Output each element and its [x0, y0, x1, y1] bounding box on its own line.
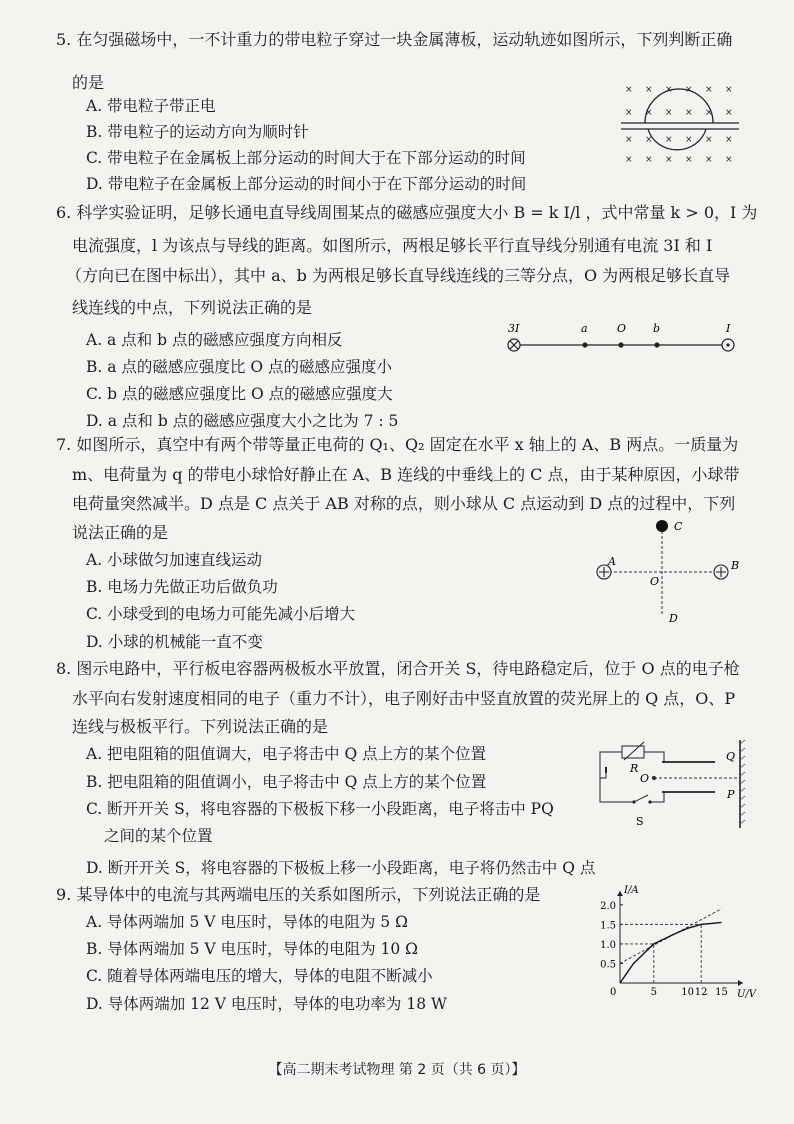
x-tick-label: 5: [650, 987, 658, 998]
point-q-label: Q: [726, 750, 736, 763]
point-c-label: C: [674, 520, 683, 533]
svg-text:×: ×: [625, 155, 633, 165]
q8-stem-line3: 连线与极板平行。下列说法正确的是: [72, 717, 329, 736]
svg-text:×: ×: [645, 155, 653, 165]
q8-option-b: B. 把电阻箱的阻值调小，电子将击中 Q 点上方的某个位置: [86, 773, 487, 791]
svg-text:×: ×: [665, 85, 673, 95]
y-tick-label: 1.5: [600, 920, 616, 932]
svg-text:×: ×: [705, 135, 713, 145]
svg-text:×: ×: [625, 108, 633, 118]
q6-option-d: D. a 点和 b 点的磁感应强度大小之比为 7 : 5: [86, 412, 399, 430]
svg-text:×: ×: [725, 155, 733, 165]
q9-stem-line1: 9. 某导体中的电流与其两端电压的关系如图所示，下列说法正确的是: [56, 885, 541, 904]
svg-text:×: ×: [625, 85, 633, 95]
q6-stem-line1: 6. 科学实验证明，足够长通电直导线周围某点的磁感应强度大小 B = k I/l ，式中常量 k > 0，I 为: [56, 203, 758, 222]
point-d-label: D: [669, 612, 678, 625]
svg-text:×: ×: [685, 108, 693, 118]
q7-option-c: C. 小球受到的电场力可能先减小后增大: [86, 605, 356, 623]
svg-text:×: ×: [645, 85, 653, 95]
q6-stem-line2: 电流强度，l 为该点与导线的距离。如图所示，两根足够长平行直导线分别通有电流 3I 和 I: [72, 236, 713, 255]
point-o-marker: [618, 342, 623, 347]
switch-blade: [634, 795, 648, 802]
svg-text:×: ×: [685, 135, 693, 145]
q5-option-b: B. 带电粒子的运动方向为顺时针: [86, 123, 309, 141]
q8-option-c-continued: 之间的某个位置: [104, 827, 213, 845]
svg-text:×: ×: [705, 108, 713, 118]
svg-text:×: ×: [665, 135, 673, 145]
q7-charge-figure: [590, 512, 750, 627]
right-wire-label: I: [726, 322, 731, 335]
q6-option-a: A. a 点和 b 点的磁感应强度方向相反: [86, 331, 343, 349]
point-o-label: O: [640, 772, 650, 785]
q5-stem-line1: 5. 在匀强磁场中，一不计重力的带电粒子穿过一块金属薄板，运动轨迹如图所示，下列判断正确: [56, 30, 733, 49]
q5-option-a: A. 带电粒子带正电: [86, 97, 216, 115]
iv-curve: [620, 922, 722, 983]
y-tick-label: 1.0: [600, 939, 616, 951]
point-a-label: a: [581, 322, 588, 335]
resistor-label: R: [630, 762, 639, 775]
svg-text:×: ×: [665, 155, 673, 165]
q6-option-c: C. b 点的磁感应强度比 O 点的磁感应强度大: [86, 385, 393, 403]
q5-option-d: D. 带电粒子在金属板上部分运动的时间小于在下部分运动的时间: [86, 175, 527, 193]
q5-option-c: C. 带电粒子在金属板上部分运动的时间大于在下部分运动的时间: [86, 149, 526, 167]
q8-option-c: C. 断开开关 S，将电容器的下极板下移一小段距离，电子将击中 PQ: [86, 800, 554, 818]
svg-text:×: ×: [725, 85, 733, 95]
q9-option-a: A. 导体两端加 5 V 电压时，导体的电阻为 5 Ω: [86, 913, 408, 931]
y-tick-label: 0.5: [600, 959, 616, 971]
y-axis-label: I/A: [624, 885, 639, 896]
point-o-label: O: [650, 575, 660, 588]
svg-text:×: ×: [705, 155, 713, 165]
q7-stem-line1: 7. 如图所示，真空中有两个带等量正电荷的 Q₁、Q₂ 固定在水平 x 轴上的 A、B 两点。一质量为: [56, 435, 739, 454]
x-axis-label: U/V: [737, 989, 757, 1000]
dot-icon: [726, 343, 729, 346]
q9-option-b: B. 导体两端加 5 V 电压时，导体的电阻为 10 Ω: [86, 940, 419, 958]
q9-iv-chart: [588, 885, 757, 1000]
x-tick-label: 12: [694, 987, 708, 998]
svg-text:×: ×: [645, 135, 653, 145]
svg-text:×: ×: [725, 135, 733, 145]
svg-text:×: ×: [665, 108, 673, 118]
x-tick-label: 15: [715, 987, 728, 998]
x-tick-label: 10: [681, 987, 695, 998]
left-wire-label: 3I: [508, 322, 520, 335]
point-b-label: B: [731, 559, 740, 572]
page-footer: 【高二期末考试物理 第 2 页（共 6 页）】: [268, 1062, 526, 1078]
q7-option-b: B. 电场力先做正功后做负功: [86, 578, 278, 596]
q6-stem-line4: 线连线的中点，下列说法正确的是: [72, 298, 313, 317]
q9-option-c: C. 随着导体两端电压的增大，导体的电阻不断减小: [86, 967, 433, 985]
svg-text:×: ×: [625, 135, 633, 145]
q5-magnetic-field-figure: [615, 78, 745, 170]
point-o-label: O: [617, 322, 627, 335]
point-a-marker: [582, 342, 587, 347]
q8-option-a: A. 把电阻箱的阻值调大，电子将击中 Q 点上方的某个位置: [86, 745, 487, 763]
q7-option-d: D. 小球的机械能一直不变: [86, 633, 263, 651]
y-tick-label: 2.0: [600, 900, 616, 912]
svg-text:×: ×: [645, 108, 653, 118]
point-p-label: P: [727, 788, 735, 801]
upper-trajectory-arc: [645, 89, 713, 123]
q8-stem-line2: 水平向右发射速度相同的电子（重力不计），电子刚好击中竖直放置的荧光屏上的 Q 点，O、P: [72, 689, 736, 708]
q8-circuit-figure: [590, 740, 750, 830]
svg-text:×: ×: [685, 85, 693, 95]
point-b-label: b: [653, 322, 661, 335]
origin-label: 0: [610, 987, 617, 998]
q8-option-d: D. 断开开关 S，将电容器的下极板上移一小段距离，电子将仍然击中 Q 点: [86, 859, 596, 877]
point-a-label: A: [608, 555, 616, 568]
q8-stem-line1: 8. 图示电路中，平行板电容器两极板水平放置，闭合开关 S，待电路稳定后，位于 O 点的电子枪: [56, 659, 740, 678]
field-cross-marks: [625, 85, 733, 165]
svg-text:×: ×: [725, 108, 733, 118]
x-axis-arrow-icon: [738, 980, 743, 986]
q7-stem-line2: m、电荷量为 q 的带电小球恰好静止在 A、B 连线的中垂线上的 C 点，由于某种原因，小球带: [72, 465, 740, 484]
lower-trajectory-arc: [648, 129, 706, 150]
q7-stem-line3: 电荷量突然减半。D 点是 C 点关于 AB 对称的点，则小球从 C 点运动到 D 点的过程中，下列: [72, 494, 736, 513]
point-b-marker: [654, 342, 659, 347]
y-axis-arrow-icon: [617, 891, 623, 896]
svg-text:×: ×: [685, 155, 693, 165]
ball-at-c: [656, 520, 668, 532]
q6-wire-figure: [500, 320, 745, 360]
q5-stem-line2: 的是: [72, 73, 105, 92]
q7-option-a: A. 小球做匀加速直线运动: [86, 551, 263, 569]
q7-stem-line4: 说法正确的是: [72, 523, 169, 542]
switch-label: S: [636, 815, 644, 828]
q6-stem-line3: （方向已在图中标出），其中 a、b 为两根足够长直导线连线的三等分点，O 为两根足够长直导: [66, 266, 731, 285]
q9-option-d: D. 导体两端加 12 V 电压时，导体的电功率为 18 W: [86, 995, 447, 1013]
q6-option-b: B. a 点的磁感应强度比 O 点的磁感应强度小: [86, 358, 392, 376]
svg-text:×: ×: [705, 85, 713, 95]
